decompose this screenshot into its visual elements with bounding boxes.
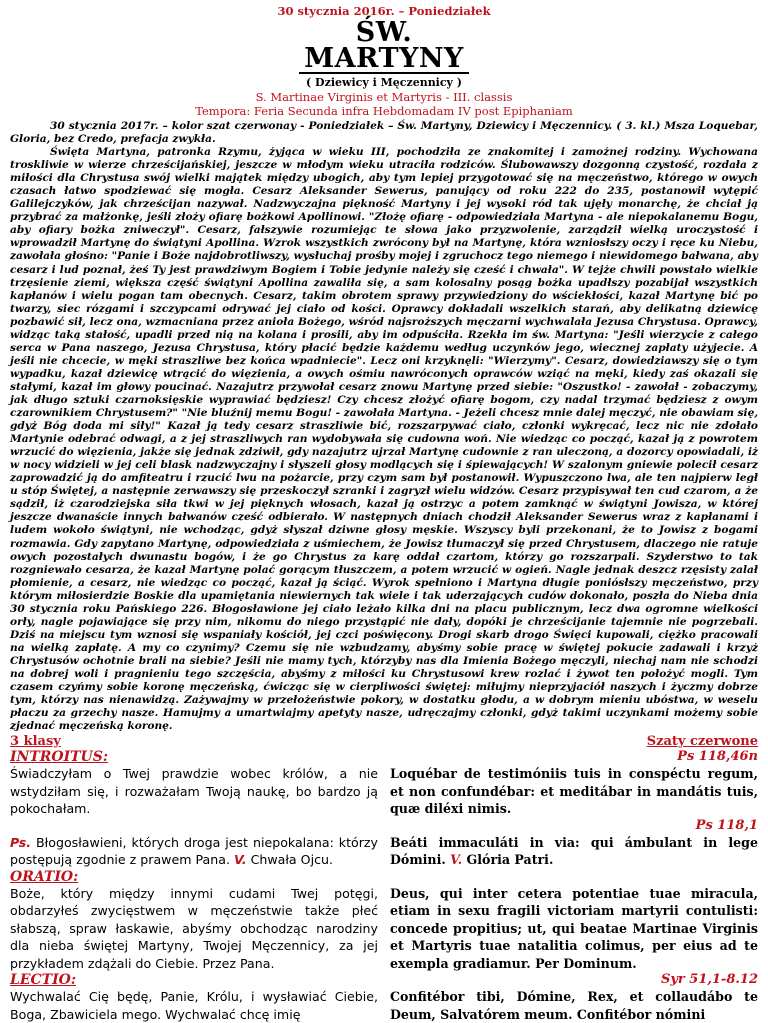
oratio-latin-text: Deus, qui inter cetera potentiae tuae miracula, etiam in sexu fragili victoriam martyrii contulisti: concede propitius; ut, qui beatae Martinae Virginis et Martyris tuae natalitia colimus, per eius ad te exempla gradiamur. Per Dominum.: [390, 885, 758, 971]
psalm-latin: [390, 834, 758, 869]
lectio-polish-text: Wychwalać Cię będę, Panie, Królu, i wysławiać Ciebie, Boga, Zbawiciela mego. Wychwalać chcę imię: [10, 989, 378, 1022]
lectio-columns: [10, 988, 758, 1023]
psalm-latin-text: Beáti immaculáti in via: qui ámbulant in lege Dómini.: [390, 834, 758, 868]
v-mark-latin: V.: [450, 852, 463, 868]
intro-paragraph-2: Święta Martyna, patronka Rzymu, żyjąca w wieku III, pochodziła ze znakomitej i zamożnej rodziny. Wychowana troskliwie w wierze chrześcijańskiej, jeszcze w młodym wieku utraciła rodziców. Ślubowawszy dozgonną czystość, rozdała z miłości dla Chrystusa swój wielki majątek między ubogich, aby tym lepiej przygotować się na męczeństwo, którego w owych czasach łatwo spodziewać się mogła. Cesarz Aleksander Sewerus, panujący od roku 222 do 235, postanowił wytępić Galilejczyków, jak chrześcijan nazywał. Nadzwyczajna piękność Martyny i jej wysoki ród tak ujęły monarchę, że chciał ją przybrać za małżonkę, jeśli złoży ofiarę bożkowi Apollinowi. "Złożę ofiarę - odpowiedziała Martyna - ale niepokalanemu Bogu, aby ofiary bożka zniweczył". Cesarz, fałszywie rozumiejąc te słowa jako przyzwolenie, zarządził wielką uroczystość i wprowadził Martynę do świątyni Apollina. Wzrok wszystkich zwrócony był na Martynę, która wzniosłszy oczy i ręce ku Niebu, zawołała głośno: "Panie i Boże najdobrotliwszy, wysłuchaj prośby mojej i zgruchocz tego niemego i niewidomego bałwana, aby cesarz i lud poznał, żeś Ty jest prawdziwym Bogiem i Tobie jedynie należy się cześć i chwała". W tejże chwili powstało wielkie trzęsienie ziemi, większa część świątyni Apollina zawaliła się, a sam kolosalny posąg bożka upadłszy pozabijał wszystkich kapłanów i wielu pogan tam obecnych. Cesarz, takim obrotem sprawy przywiedziony do wściekłości, kazał Martynę bić po twarzy, siec rózgami i szczypcami odrywać jej ciało od kości. Oprawcy dokładali wszelkich starań, aby delikatną dziewicę pozbawić sił, lecz ona, wzmacniana przez anioła Bożego, wśród najsroższych męczarni wychwalała Jezusa Chrystusa. Oprawcy, widząc taką stałość, upadli przed nią na kolana i prosili, aby im odpuściła. Rzekła im św. Martyna: "Jeśli wierzycie z całego serca w Pana naszego, Jezusa Chrystusa, który płacić będzie każdemu według uczynków jego, wiecznej zapłaty użyjecie. A jeśli nie chcecie, w męki straszliwe bez końca wpadniecie". Lecz oni krzyknęli: "Wierzymy". Cesarz, dowiedziawszy się o tym wypadku, kazał dziewicę wtrącić do więzienia, a owych ośmiu nawróconych oprawców wziąć na męki, kiedy zaś okazali się stałymi, kazał im głowy poucinać. Nazajutrz przywołał cesarz znowu Martynę przed siebie: "Oszustko! - zawołał - zobaczymy, jak długo sztuki czarnoksięskie wyprawiać będziesz! Czy chcesz złożyć ofiarę bogom, czy nadal trzymać będziesz z owym czarownikiem Chrystusem?" "Nie bluźnij memu Bogu! - zawołała Martyna. - Jeżeli chcesz mnie dalej męczyć, nie obawiam się, gdyż Bóg doda mi siły!" Kazał ją tedy cesarz straszliwie bić, rozszarpywać ciało, członki wykręcać, lecz nic nie zdołało Martynie odebrać odwagi, a z jej straszliwych ran wydobywała się cudowna woń. Nie wiedząc co począć, kazał ją z powrotem wrzucić do więzienia, jakże się jednak zdziwił, gdy nazajutrz ujrzał Martynę cudownie z ran uleczoną, a dozorcy opowiadali, iż w nocy widzieli w jej celi blask nadzwyczajny i słyszeli głosy modlących się i śpiewających! W szalonym gniewie polecił cesarz zaprowadzić ją do amfiteatru i rzucić lwu na pożarcie, przy czym sam był postanowił. Wypuszczono lwa, ale ten najpierw legł u stóp Świętej, a następnie zerwawszy się przeskoczył szranki i zagryzł wielu widzów. Cesarz przypisywał ten cud czarom, a że sądził, iż czarodziejska siła tkwi w jej pięknych włosach, kazał ją ostrzyc a potem zamknąć w świątyni Jowisza, w której jeszcze dwanaście innych bałwanów cześć odbierało. W następnych dniach chodził Aleksander Sewerus wraz z kapłanami i ludem wokoło świątyni, nie wchodząc, gdyż słyszał dziwne głosy męskie. Wszyscy byli przekonani, że to Jowisz z bogami rozmawia. Gdy zapytano Martynę, odpowiedziała z uśmiechem, że Jowisz tłumaczył się przed Chrystusem, dlaczego nie ratuje owych pozostałych dwunastu bogów, i że go Chrystus za karę oddał czartom, którzy go rozszarpali. Szyderstwo to tak rozgniewało cesarza, że kazał Martynę polać gorącym tłuszczem, a potem wrzucić w ogień. Nagle jednak deszcz rzęsisty zalał płomienie, a cesarz, nie wiedząc co począć, kazał ją ściąć. Wyrok spełniono i Martyna długie poniósłszy męczeństwo, przy którym miłosierdzie Boskie dla upamiętania niewiernych tak wiele i tak uderzających cudów dokonało, poszła do Nieba dnia 30 stycznia roku Pańskiego 226. Błogosławione jej ciało leżało kilka dni na placu publicznym, lecz dwa ogromne wielkości orły, nagle pojawiające się przy nim, nikomu do niego przystąpić nie dały, dopóki je chrześcijanie tajemnie nie pogrzebali. Dziś na miejscu tym wznosi się wspaniały kościół, jej czci poświęcony. Drogi skarb drogo Święci kupowali, ciężko pracowali na wielką zapłatę. A my co czynimy? Czemu się nie wzbudzamy, abyśmy sobie pracę w świętej pokucie zadawali i krzyż Chrystusów ochotnie brali na siebie? Jeśli nie mamy tych, którzyby nas dla Imienia Bożego męczyli, niechaj nam nie schodzi na dobrej woli i pragnieniu tego szczęścia, abyśmy z miłości ku Chrystusowi krew rozlać i żywot ten położyć mogli. Tym czasem czyńmy sobie koronę męczeńską, ćwicząc się w cierpliwości świętej: miłujmy nieprzyjaciół naszych i życzmy dobrze tym, którzy nas nienawidzą. Zażywajmy w przełożeństwie pokory, w dostatku głodu, a w dobrym mieniu ubóstwa, w weselu płaczu za grzechy nasze. Hamujmy a umartwiajmy apetyty nasze, udręczajmy członki, gdyż takimi uczynkami możemy sobie zjednać męczeńską koronę.: [10, 146, 759, 733]
introitus-label: INTROITUS:: [10, 749, 109, 766]
vestment-color: Szaty czerwone: [646, 734, 758, 750]
introitus-header: [10, 749, 758, 765]
class-row: [10, 734, 758, 749]
v-mark: V.: [233, 852, 247, 868]
lectio-header: [10, 972, 758, 988]
lectio-label: LECTIO:: [10, 972, 76, 989]
lectio-ref: Syr 51,1-8.12: [660, 972, 758, 988]
oratio-columns: [10, 885, 758, 973]
introitus-psalm-columns: [10, 834, 758, 869]
introitus-ref-2: Ps 118,1: [695, 817, 758, 833]
introitus-latin-text: Loquébar de testimóniis tuis in conspéctu regum, et non confundébar: et meditábar in mandátis tuis, quæ diléxi nimis.: [390, 766, 758, 817]
psalm-polish-text: Błogosławieni, których droga jest niepokalana: którzy postępują zgodnie z prawem Pana.: [10, 834, 378, 868]
introitus-columns: [10, 765, 758, 834]
intro-paragraph-1: 30 stycznia 2017r. – kolor szat czerwonay - Poniedziałek – Św. Martyny, Dziewicy i Męczennicy. ( 3. kl.) Msza Loquebar, Gloria, bez Credo, prefacja zwykła.: [10, 120, 758, 146]
gloria-latin: Glória Patri.: [466, 852, 554, 868]
introitus-latin: [390, 765, 758, 834]
page-title: ŚW. MARTYNY: [299, 20, 469, 74]
class-label: 3 klasy: [10, 734, 61, 750]
date-line: 30 stycznia 2016r. – Poniedziałek: [277, 4, 491, 18]
gloria-polish: Chwała Ojcu.: [250, 852, 333, 868]
oratio-latin: [390, 885, 758, 973]
lectio-latin-text: Confitébor tibi, Dómine, Rex, et collaudábo te Deum, Salvatórem meum. Confitébor nómini: [390, 989, 758, 1022]
tempora-line: Tempora: Feria Secunda infra Hebdomadam IV post Epiphaniam: [195, 104, 573, 118]
lectio-polish: [10, 988, 378, 1023]
oratio-polish: [10, 885, 378, 973]
introitus-ref-1: Ps 118,46n: [677, 749, 758, 765]
introitus-polish: [10, 765, 378, 834]
introitus-polish-text: Świadczyłam o Twej prawdzie wobec królów, a nie wstydziłam się, i rozważałam Twoją naukę, bo bardzo ją pokochałam.: [10, 766, 378, 817]
oratio-polish-text: Boże, który między innymi cudami Twej potęgi, obdarzyłeś zwycięstwem w męczeństwie także płeć słabszą, spraw łaskawie, abyśmy obchodząc narodziny dla nieba świętej Martyny, Twojej Męczennicy, za jej przykładem zdążali do Ciebie. Przez Pana.: [10, 885, 378, 971]
oratio-label: ORATIO:: [10, 868, 79, 885]
intro-text: [10, 120, 758, 733]
ps-mark: Ps.: [10, 834, 32, 850]
lectio-latin: [390, 988, 758, 1023]
subtitle: ( Dziewicy i Męczennicy ): [306, 76, 462, 89]
document-page: [10, 0, 758, 1023]
psalm-polish: [10, 834, 378, 869]
latin-title: S. Martinae Virginis et Martyris - III. classis: [255, 90, 513, 104]
